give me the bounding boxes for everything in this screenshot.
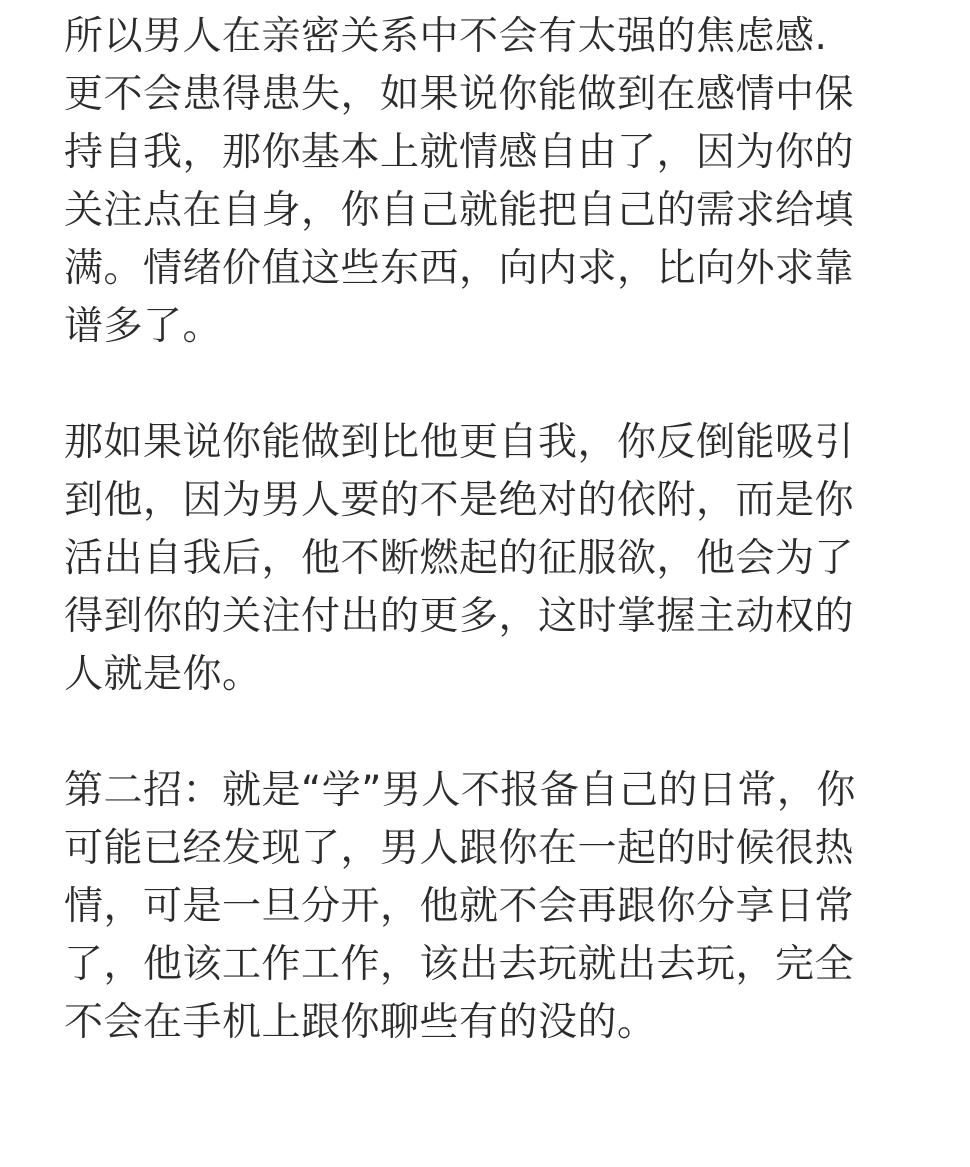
text-line: 第二招：就是“学”男人不报备自己的日常，你 bbox=[64, 768, 856, 813]
text-line: 更不会患得患失，如果说你能做到在感情中保 bbox=[64, 72, 855, 117]
text-line: 关注点在自身，你自己就能把自己的需求给填 bbox=[64, 188, 855, 233]
text-line: 那如果说你能做到比他更自我，你反倒能吸引 bbox=[64, 420, 855, 465]
text-line: 人就是你。 bbox=[64, 652, 262, 697]
text-line: 谱多了。 bbox=[64, 304, 223, 349]
text-line: 持自我，那你基本上就情感自由了，因为你的 bbox=[64, 130, 855, 175]
text-line: 所以男人在亲密关系中不会有太强的焦虑感. bbox=[64, 14, 828, 59]
text-line: 不会在手机上跟你聊些有的没的。 bbox=[64, 1000, 657, 1045]
text-line: 了，他该工作工作，该出去玩就出去玩，完全 bbox=[64, 942, 855, 987]
paragraph-2 bbox=[64, 414, 914, 704]
text-line: 得到你的关注付出的更多，这时掌握主动权的 bbox=[64, 594, 855, 639]
paragraph-3 bbox=[64, 762, 914, 1052]
paragraph-1 bbox=[64, 8, 914, 356]
article-body bbox=[64, 8, 914, 1110]
text-line: 活出自我后，他不断燃起的征服欲，他会为了 bbox=[64, 536, 855, 581]
text-line: 到他，因为男人要的不是绝对的依附，而是你 bbox=[64, 478, 855, 523]
text-line: 可能已经发现了，男人跟你在一起的时候很热 bbox=[64, 826, 855, 871]
text-line: 情，可是一旦分开，他就不会再跟你分享日常 bbox=[64, 884, 855, 929]
text-line: 满。情绪价值这些东西，向内求，比向外求靠 bbox=[64, 246, 855, 291]
